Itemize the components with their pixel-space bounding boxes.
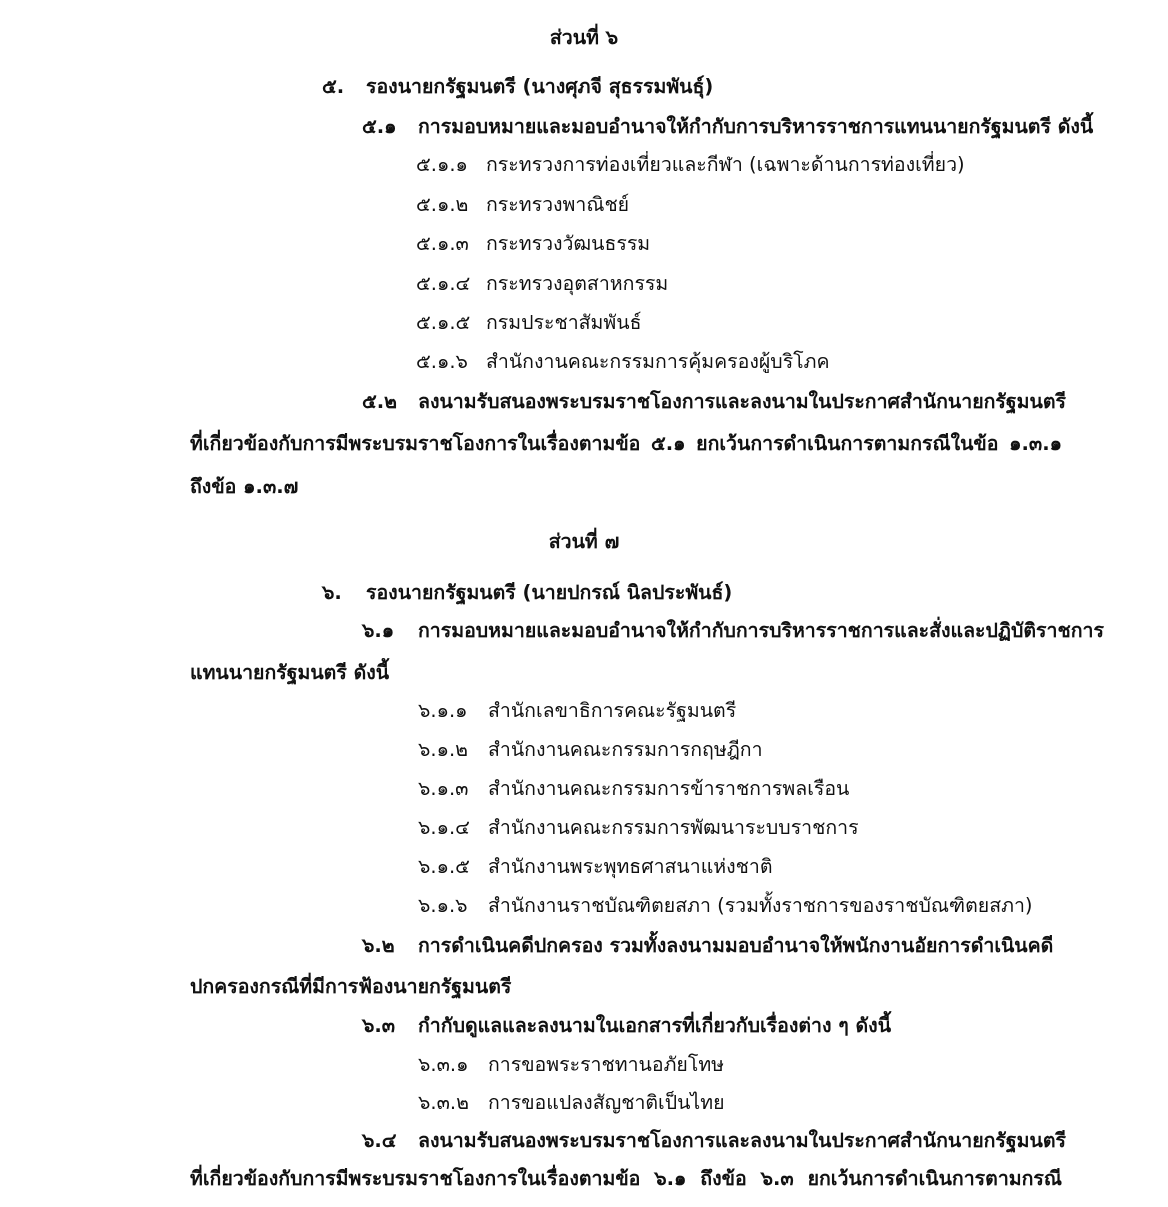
item-6-2-line1: การดำเนินคดีปกครอง รวมทั้งลงนามมอบอำนาจให้พนักงานอัยการดำเนินคดี (418, 934, 1054, 957)
list-item (418, 853, 773, 881)
item-5-2-line1: ลงนามรับสนองพระบรมราชโองการและลงนามในประกาศสำนักนายกรัฐมนตรี (418, 390, 1066, 413)
subitem-number: ๕.๑.๑ (416, 153, 468, 176)
item-6-4-line1: ลงนามรับสนองพระบรมราชโองการและลงนามในประกาศสำนักนายกรัฐมนตรี (418, 1129, 1066, 1152)
list-item (416, 191, 629, 219)
item-6-1-line1: การมอบหมายและมอบอำนาจให้กำกับการบริหารราชการและสั่งและปฏิบัติราชการ (418, 619, 1104, 642)
list-item (418, 1089, 725, 1117)
subitem-number: ๖.๑.๒ (418, 738, 469, 761)
subitem-text: สำนักงานคณะกรรมการพัฒนาระบบราชการ (488, 816, 859, 839)
item-5-number: ๕. (322, 75, 345, 98)
subitem-text: กระทรวงการท่องเที่ยวและกีฬา (เฉพาะด้านการท่องเที่ยว) (486, 153, 965, 176)
item-6 (322, 579, 732, 607)
subitem-text: สำนักงานคณะกรรมการคุ้มครองผู้บริโภค (486, 350, 830, 373)
subitem-number: ๖.๑.๔ (418, 816, 470, 839)
subitem-text: กระทรวงพาณิชย์ (486, 193, 630, 216)
list-item (418, 814, 859, 842)
item-5-text: รองนายกรัฐมนตรี (นางศุภจี สุธรรมพันธุ์) (366, 75, 714, 98)
subitem-text: กรมประชาสัมพันธ์ (486, 311, 642, 334)
list-item (416, 230, 650, 258)
item-6-2 (362, 932, 1053, 960)
item-6-4-line2: ที่เกี่ยวข้องกับการมีพระบรมราชโองการในเรื่องตามข้อ ๖.๑ ถึงข้อ ๖.๓ ยกเว้นการดำเนินการตามกรณี (190, 1167, 1062, 1190)
item-6-3 (362, 1012, 891, 1040)
part7-heading: ส่วนที่ ๗ (548, 530, 620, 553)
subitem-number: ๖.๑.๓ (418, 777, 469, 800)
part6-heading: ส่วนที่ ๖ (549, 26, 619, 49)
subitem-number: ๕.๑.๕ (416, 311, 471, 334)
subitem-text: กระทรวงวัฒนธรรม (486, 232, 651, 255)
subitem-number: ๕.๑.๓ (416, 232, 469, 255)
subitem-text: สำนักงานพระพุทธศาสนาแห่งชาติ (488, 855, 773, 878)
item-6-text: รองนายกรัฐมนตรี (นายปกรณ์ นิลประพันธ์) (366, 581, 733, 604)
item-6-1-line2: แทนนายกรัฐมนตรี ดังนี้ (190, 661, 390, 684)
subitem-number: ๖.๑.๑ (418, 699, 468, 722)
list-item (418, 892, 1033, 920)
list-item (418, 736, 763, 764)
subitem-text: สำนักเลขาธิการคณะรัฐมนตรี (488, 699, 737, 722)
item-6-2-line2: ปกครองกรณีที่มีการฟ้องนายกรัฐมนตรี (190, 975, 512, 998)
subitem-text: สำนักงานคณะกรรมการข้าราชการพลเรือน (488, 777, 850, 800)
item-5-1 (362, 113, 1093, 141)
item-5-2-line2: ที่เกี่ยวข้องกับการมีพระบรมราชโองการในเรื่องตามข้อ ๕.๑ ยกเว้นการดำเนินการตามกรณีในข้อ ๑.๓.๑ (190, 432, 1062, 455)
subitem-number: ๖.๑.๕ (418, 855, 470, 878)
subitem-number: ๖.๓.๒ (418, 1091, 469, 1114)
subitem-number: ๖.๑.๖ (418, 894, 468, 917)
item-6-1-number: ๖.๑ (362, 619, 395, 642)
list-item (416, 309, 642, 337)
list-item (418, 1051, 724, 1079)
item-6-3-text: กำกับดูแลและลงนามในเอกสารที่เกี่ยวกับเรื่องต่าง ๆ ดังนี้ (418, 1014, 892, 1037)
subitem-number: ๕.๑.๔ (416, 272, 471, 295)
subitem-text: สำนักงานคณะกรรมการกฤษฎีกา (488, 738, 763, 761)
subitem-text: การขอพระราชทานอภัยโทษ (488, 1053, 725, 1076)
item-6-4 (362, 1127, 1066, 1155)
subitem-number: ๖.๓.๑ (418, 1053, 469, 1076)
subitem-number: ๕.๑.๖ (416, 350, 468, 373)
list-item (416, 270, 668, 298)
subitem-number: ๕.๑.๒ (416, 193, 469, 216)
subitem-text: กระทรวงอุตสาหกรรม (486, 272, 669, 295)
list-item (416, 151, 965, 179)
subitem-text: การขอแปลงสัญชาติเป็นไทย (488, 1091, 725, 1114)
item-5-2-number: ๕.๒ (362, 390, 398, 413)
list-item (416, 348, 830, 376)
item-5 (322, 73, 713, 101)
item-5-1-number: ๕.๑ (362, 115, 397, 138)
subitem-text: สำนักงานราชบัณฑิตยสภา (รวมทั้งราชการของราชบัณฑิตยสภา) (488, 894, 1033, 917)
item-5-2 (362, 388, 1066, 416)
list-item (418, 697, 736, 725)
item-5-2-line3: ถึงข้อ ๑.๓.๗ (190, 475, 299, 498)
item-6-number: ๖. (322, 581, 342, 604)
item-6-4-number: ๖.๔ (362, 1129, 397, 1152)
list-item (418, 775, 849, 803)
item-6-2-number: ๖.๒ (362, 934, 395, 957)
item-5-1-text: การมอบหมายและมอบอำนาจให้กำกับการบริหารราชการแทนนายกรัฐมนตรี ดังนี้ (418, 115, 1094, 138)
item-6-1 (362, 617, 1104, 645)
item-6-3-number: ๖.๓ (362, 1014, 396, 1037)
